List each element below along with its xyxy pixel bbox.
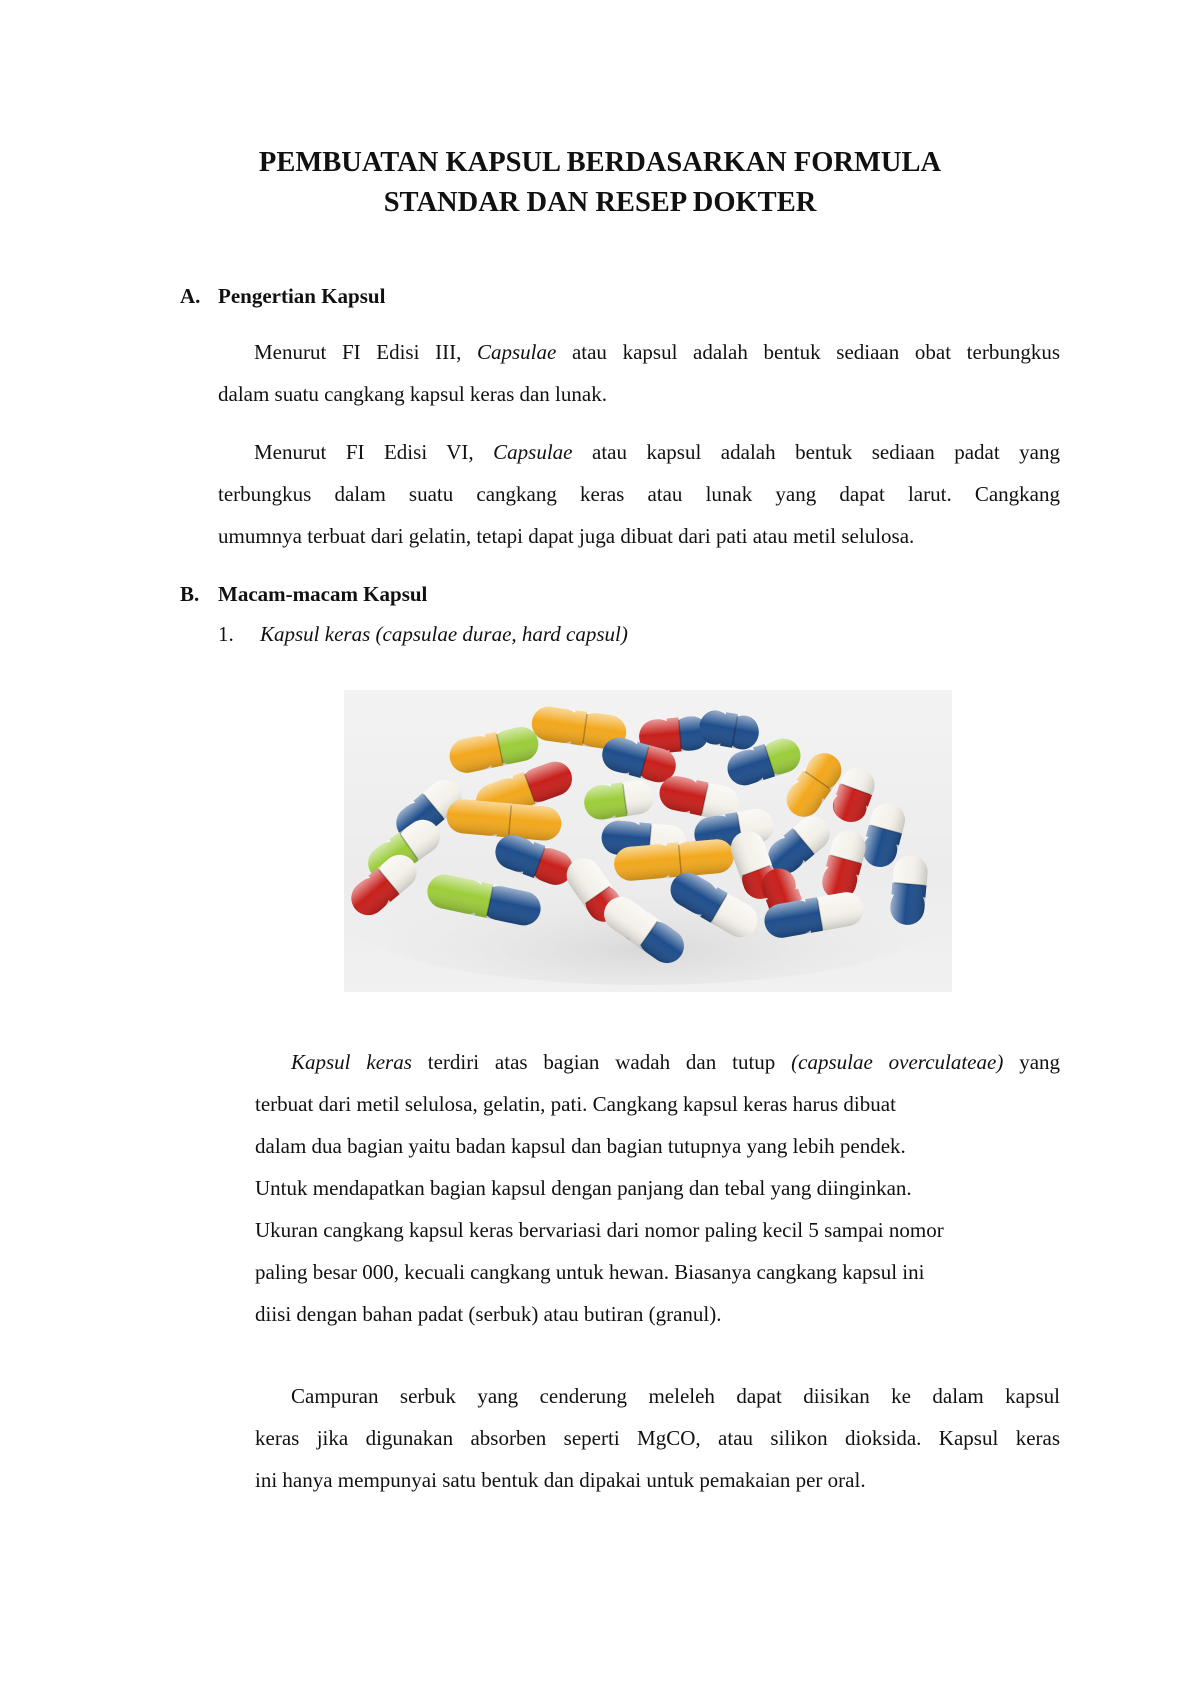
section-a-heading bbox=[180, 284, 385, 309]
para-line: terbuat dari metil selulosa, gelatin, pati. Cangkang kapsul keras harus dibuat bbox=[255, 1092, 896, 1116]
title-line-1: PEMBUATAN KAPSUL BERDASARKAN FORMULA bbox=[258, 147, 942, 178]
para-line: keras jika digunakan absorben seperti MgCO, atau silikon dioksida. Kapsul keras bbox=[255, 1426, 1060, 1450]
capsules-illustration bbox=[344, 690, 952, 992]
para-line: Menurut FI Edisi III, Capsulae atau kapsul adalah bentuk sediaan obat terbungkus bbox=[254, 340, 1060, 364]
para-line: Campuran serbuk yang cenderung meleleh dapat diisikan ke dalam kapsul bbox=[291, 1384, 1060, 1408]
capsule-shape bbox=[582, 778, 656, 821]
para-line: Ukuran cangkang kapsul keras bervariasi dari nomor paling kecil 5 sampai nomor bbox=[255, 1218, 944, 1242]
para-line: Menurut FI Edisi VI, Capsulae atau kapsul adalah bentuk sediaan padat yang bbox=[254, 440, 1060, 464]
list-item-hard-capsule bbox=[218, 622, 628, 647]
list-label: Kapsul keras (capsulae durae, hard capsul) bbox=[260, 622, 628, 646]
section-a-paragraph-1 bbox=[218, 331, 1060, 415]
capsule-shape bbox=[697, 708, 762, 752]
list-number: 1. bbox=[218, 622, 234, 646]
para-line: Untuk mendapatkan bagian kapsul dengan panjang dan tebal yang diinginkan. bbox=[255, 1176, 912, 1200]
capsule-shape bbox=[446, 724, 541, 776]
para-line: paling besar 000, kecuali cangkang untuk hewan. Biasanya cangkang kapsul ini bbox=[255, 1260, 925, 1284]
para-line: terbungkus dalam suatu cangkang keras atau lunak yang dapat larut. Cangkang bbox=[218, 482, 1060, 506]
section-a-letter: A. bbox=[180, 284, 201, 308]
para-line: diisi dengan bahan padat (serbuk) atau butiran (granul). bbox=[255, 1302, 722, 1326]
section-b-heading bbox=[180, 582, 427, 607]
title-line-2: STANDAR DAN RESEP DOKTER bbox=[383, 187, 817, 218]
section-b-title: Macam-macam Kapsul bbox=[218, 582, 428, 606]
section-b-letter: B. bbox=[180, 582, 200, 606]
capsule-shape bbox=[445, 798, 563, 842]
capsules-photo-icon bbox=[344, 690, 952, 992]
para-line: dalam dua bagian yaitu badan kapsul dan bagian tutupnya yang lebih pendek. bbox=[255, 1134, 906, 1158]
para-line: Kapsul keras terdiri atas bagian wadah dan tutup (capsulae overculateae) yang bbox=[291, 1050, 1061, 1074]
para-line: umumnya terbuat dari gelatin, tetapi dapat juga dibuat dari pati atau metil selulosa. bbox=[218, 524, 915, 548]
para-line: dalam suatu cangkang kapsul keras dan lunak. bbox=[218, 382, 607, 406]
para-line: ini hanya mempunyai satu bentuk dan dipakai untuk pemakaian per oral. bbox=[255, 1468, 866, 1492]
section-b-paragraph-1 bbox=[255, 1041, 1060, 1335]
section-a-title: Pengertian Kapsul bbox=[218, 284, 386, 308]
section-a-paragraph-2 bbox=[218, 431, 1060, 557]
section-b-paragraph-2 bbox=[255, 1375, 1060, 1501]
document-title bbox=[150, 143, 1050, 223]
